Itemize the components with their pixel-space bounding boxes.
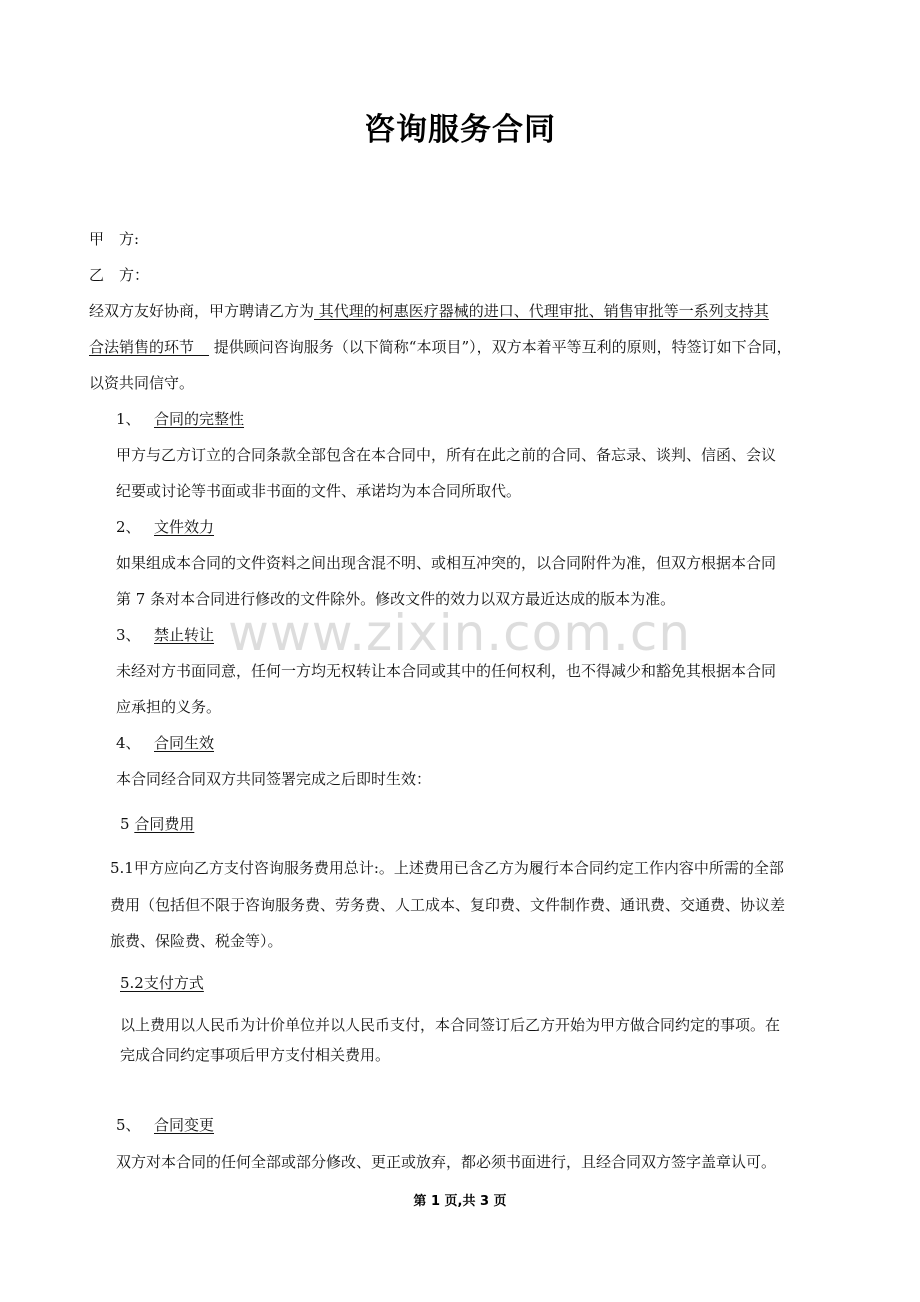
service-scope-underlined-cont: 合法销售的环节	[89, 338, 210, 356]
section-body-line: 未经对方书面同意，任何一方均无权转让本合同或其中的任何权利，也不得减少和豁免其根据本合同	[116, 662, 777, 680]
service-scope-underlined: 其代理的柯惠医疗器械的进口、代理审批、销售审批等一系列支持其	[314, 302, 769, 320]
intro-line-3: 以资共同信守。	[89, 374, 195, 392]
section-body-line: 如果组成本合同的文件资料之间出现含混不明、或相互冲突的，以合同附件为准，但双方根据本合同	[116, 554, 777, 572]
intro-text-cont: 提供顾问咨询服务（以下简称“本项目”），双方本着平等互利的原则，特签订如下合同，	[209, 338, 792, 356]
section-body-line: 纪要或讨论等书面或非书面的文件、承诺均为本合同所取代。	[116, 482, 522, 500]
section-title: 合同生效	[154, 734, 215, 752]
clause-5-1-line: 旅费、保险费、税金等）。	[110, 932, 283, 950]
section-title: 文件效力	[154, 518, 215, 536]
fee-title: 合同费用	[134, 815, 195, 833]
fee-heading	[120, 813, 194, 835]
section-number: 5、	[116, 1116, 141, 1134]
watermark: www.zixin.com.cn	[228, 604, 692, 662]
clause-5-2-line: 完成合同约定事项后甲方支付相关费用。	[120, 1046, 391, 1064]
section-heading	[116, 516, 214, 538]
section-heading	[116, 624, 214, 646]
document-title: 咨询服务合同	[364, 112, 556, 148]
party-a-label: 甲 方:	[89, 230, 140, 248]
section-title: 合同的完整性	[154, 410, 245, 428]
section-body-line: 第 7 条对本合同进行修改的文件除外。修改文件的效力以双方最近达成的版本为准。	[116, 590, 676, 608]
section-body-line: 甲方与乙方订立的合同条款全部包含在本合同中，所有在此之前的合同、备忘录、谈判、信函、会议	[116, 446, 777, 464]
fee-number: 5	[120, 815, 135, 833]
section-title: 禁止转让	[154, 626, 215, 644]
clause-5-2-heading: 5.2支付方式	[120, 974, 204, 992]
section-heading	[116, 732, 214, 754]
page-footer: 第 1 页,共 3 页	[413, 1194, 507, 1209]
section-body-line: 双方对本合同的任何全部或部分修改、更正或放弃，都必须书面进行，且经合同双方签字盖章认可。	[116, 1153, 777, 1171]
party-b-label: 乙 方：	[89, 266, 150, 284]
section-body-line: 应承担的义务。	[116, 698, 222, 716]
section-number: 2、	[116, 518, 141, 536]
section-number: 4、	[116, 734, 141, 752]
intro-text: 经双方友好协商，甲方聘请乙方为	[89, 302, 315, 320]
clause-5-1-line: 5.1甲方应向乙方支付咨询服务费用总计:。上述费用已含乙方为履行本合同约定工作内容中所需的全部	[110, 859, 784, 877]
section-body-line: 本合同经合同双方共同签署完成之后即时生效：	[116, 770, 432, 788]
section-number: 3、	[116, 626, 141, 644]
clause-5-1-line: 费用（包括但不限于咨询服务费、劳务费、人工成本、复印费、文件制作费、通讯费、交通费、协议差	[110, 896, 786, 914]
section-number: 1、	[116, 410, 141, 428]
section-heading	[116, 1114, 214, 1136]
clause-5-2-line: 以上费用以人民币为计价单位并以人民币支付，本合同签订后乙方开始为甲方做合同约定的事项。在	[120, 1016, 781, 1034]
intro-line-1	[89, 300, 769, 322]
section-title: 合同变更	[154, 1116, 215, 1134]
section-heading	[116, 408, 244, 430]
intro-line-2	[89, 336, 792, 358]
